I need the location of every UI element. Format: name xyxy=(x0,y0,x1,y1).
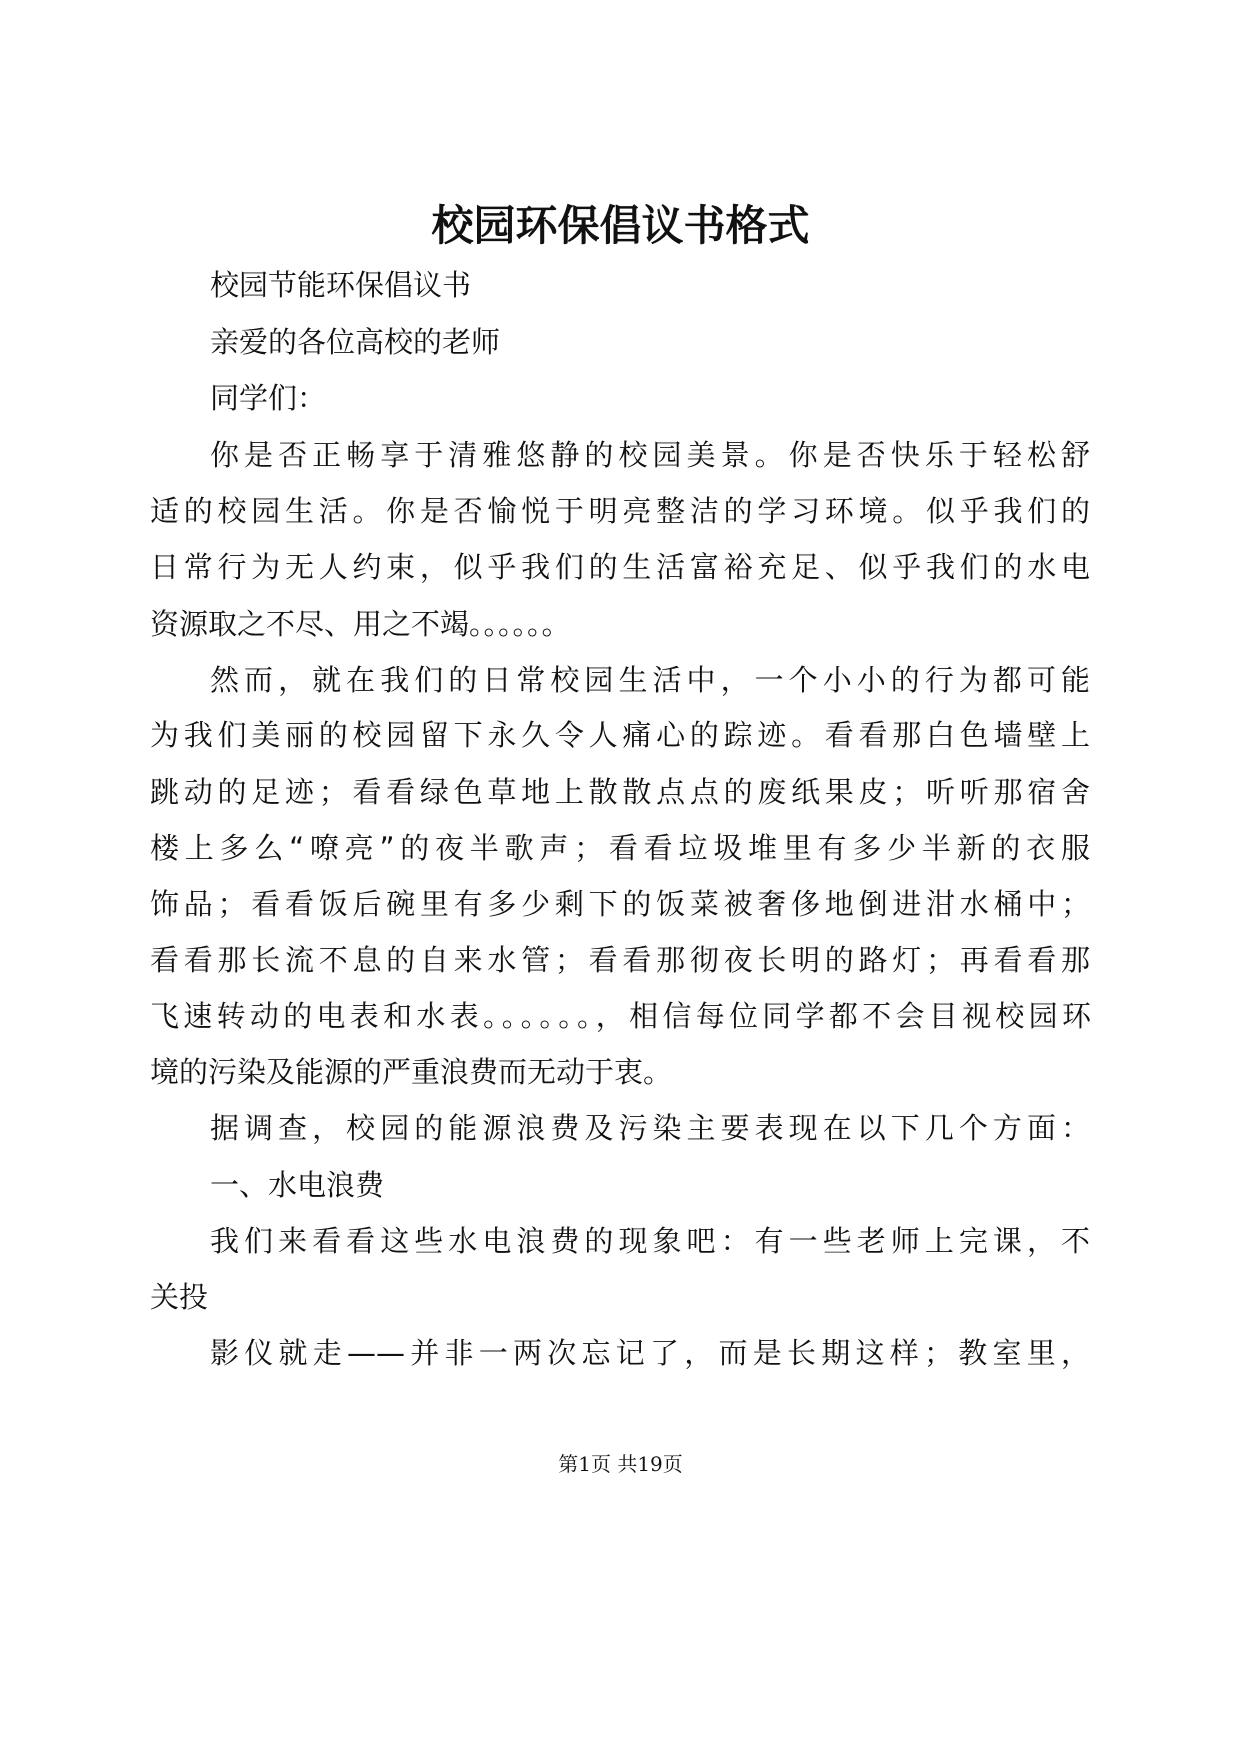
paragraph-line: 跳动的足迹；看看绿色草地上散散点点的废纸果皮；听听那宿舍 xyxy=(150,775,1090,809)
paragraph-line: 据调查，校园的能源浪费及污染主要表现在以下几个方面： xyxy=(210,1111,1090,1145)
paragraph-line: 关投 xyxy=(150,1280,209,1314)
paragraph-line: 然而，就在我们的日常校园生活中，一个小小的行为都可能 xyxy=(210,663,1090,697)
paragraph-line: 饰品；看看饭后碗里有多少剩下的饭菜被奢侈地倒进泔水桶中； xyxy=(150,887,1090,921)
paragraph-line: 我们来看看这些水电浪费的现象吧：有一些老师上完课，不 xyxy=(210,1224,1090,1258)
paragraph-line: 看看那长流不息的自来水管；看看那彻夜长明的路灯；再看看那 xyxy=(150,943,1090,977)
paragraph-line: 日常行为无人约束，似乎我们的生活富裕充足、似乎我们的水电 xyxy=(150,550,1090,584)
paragraph-line: 你是否正畅享于清雅悠静的校园美景。你是否快乐于轻松舒 xyxy=(210,438,1090,472)
paragraph-line: 为我们美丽的校园留下永久令人痛心的踪迹。看看那白色墙壁上 xyxy=(150,718,1090,752)
paragraph-line: 适的校园生活。你是否愉悦于明亮整洁的学习环境。似乎我们的 xyxy=(150,494,1090,528)
paragraph-line: 同学们： xyxy=(210,381,327,415)
paragraph-line: 楼上多么“嘹亮”的夜半歌声；看看垃圾堆里有多少半新的衣服 xyxy=(150,831,1090,865)
paragraph-line: 校园节能环保倡议书 xyxy=(210,268,472,302)
paragraph-line: 境的污染及能源的严重浪费而无动于衷。 xyxy=(150,1055,673,1089)
paragraph-line: 飞速转动的电表和水表。。。。。。，相信每位同学都不会目视校园环 xyxy=(150,999,1090,1033)
paragraph-line: 影仪就走——并非一两次忘记了，而是长期这样；教室里， xyxy=(210,1336,1090,1370)
page-footer: 第1页 共19页 xyxy=(558,1452,683,1476)
paragraph-line: 资源取之不尽、用之不竭。。。。。。 xyxy=(150,607,571,641)
document-title: 校园环保倡议书格式 xyxy=(431,201,810,250)
paragraph-line: 亲爱的各位高校的老师 xyxy=(210,325,501,359)
section-heading: 一、水电浪费 xyxy=(210,1168,385,1202)
